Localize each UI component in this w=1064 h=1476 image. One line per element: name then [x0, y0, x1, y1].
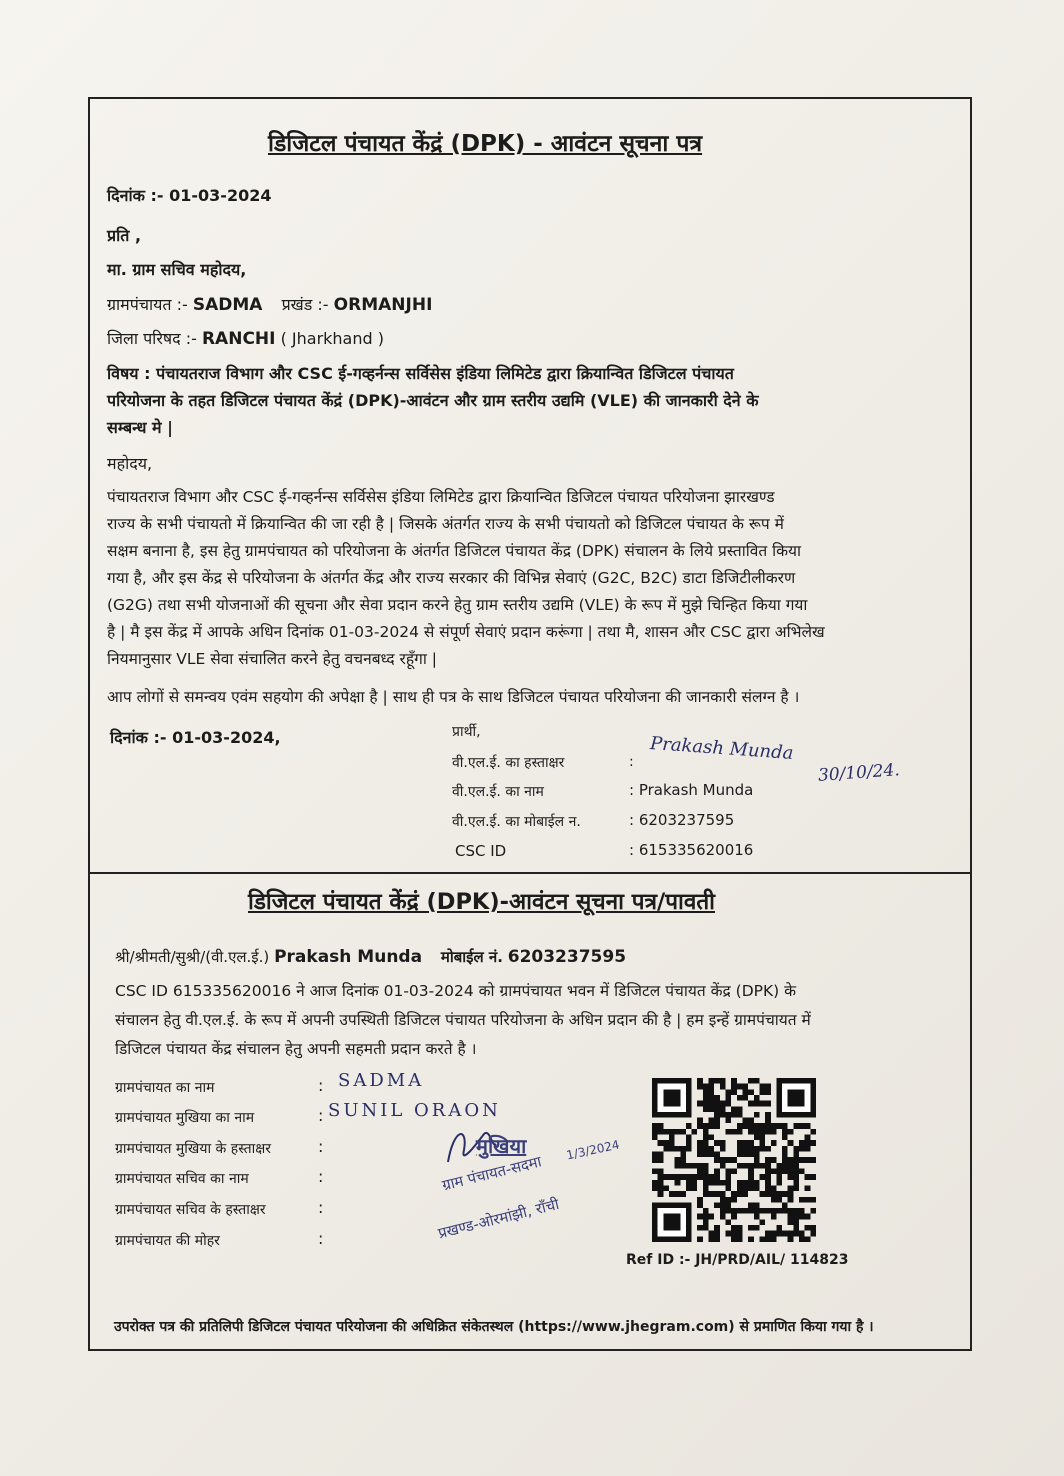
- receipt-line: CSC ID 615335620016 ने आज दिनांक 01-03-2024 को ग्रामपंचायत भवन में डिजिटल पंचायत केंद्र (DPK) के: [115, 982, 797, 1000]
- form-label: ग्रामपंचायत का नाम: [115, 1080, 215, 1096]
- form-label: ग्रामपंचायत सचिव के हस्ताक्षर: [115, 1202, 266, 1218]
- csc-id-label: CSC ID: [455, 842, 507, 860]
- stamp-mukhiya: मुखिया: [476, 1134, 527, 1158]
- form-label: ग्रामपंचायत मुखिया का नाम: [115, 1110, 255, 1126]
- footer-note: उपरोक्त पत्र की प्रतिलिपी डिजिटल पंचायत परियोजना की अधिक्रित संकेतस्थल (https://www.jhegram.com) से प्रमाणित किया गया है ।: [114, 1319, 874, 1335]
- signature-date: 30/10/24.: [817, 760, 901, 786]
- vle-sign-colon: :: [629, 754, 634, 770]
- body-line: है | मै इस केंद्र में आपके अधिन दिनांक 01-03-2024 से संपूर्ण सेवाएं प्रदान करूंगा | तथा मै, शासन और CSC द्वारा अभिलेख: [107, 623, 825, 641]
- form-label: ग्रामपंचायत सचिव का नाम: [115, 1171, 249, 1187]
- vle-mobile-value: : 6203237595: [629, 811, 735, 829]
- prakhand-label: प्रखंड :-: [281, 295, 329, 314]
- prakhand-value: ORMANJHI: [333, 295, 433, 315]
- date-line: दिनांक :- 01-03-2024: [107, 186, 272, 205]
- csc-id-value: : 615335620016: [629, 841, 754, 859]
- vle-signature: Prakash Munda: [649, 733, 795, 764]
- subject-line: विषय : पंचायतराज विभाग और CSC ई-गव्हर्नन्स सर्विसेस इंडिया लिमिटेड द्वारा क्रियान्वित डिजिटल पंचायत: [107, 364, 734, 383]
- subject-block: [107, 360, 957, 441]
- zila-line: [107, 329, 384, 349]
- body-line: (G2G) तथा सभी योजनाओं की सूचना और सेवा प्रदान करने हेतु ग्राम स्तरीय उद्यमि (VLE) के रूप में मुझे चिन्हित किया गया: [107, 596, 808, 614]
- mobile-value: 6203237595: [507, 947, 627, 967]
- receipt-line: संचालन हेतु वी.एल.ई. के रूप में अपनी उपस्थिती डिजिटल पंचायत परियोजना के अधिन प्रदान की है | हम इन्हें ग्रामपंचायत में: [115, 1011, 811, 1029]
- form-label: ग्रामपंचायत की मोहर: [115, 1233, 220, 1249]
- body-line: गया है, और इस केंद्र से परियोजना के अंतर्गत केंद्र और राज्य सरकार की विभिन्न सेवाएं (G2C, B2C) डाटा डिजिटीलीकरण: [107, 569, 796, 587]
- vle-name-label: वी.एल.ई. का नाम: [452, 784, 544, 800]
- receipt-line: डिजिटल पंचायत केंद्र संचालन हेतु अपनी सहमती प्रदान करते है ।: [115, 1040, 477, 1058]
- body-line: पंचायतराज विभाग और CSC ई-गव्हर्नन्स सर्विसेस इंडिया लिमिटेड द्वारा क्रियान्वित डिजिटल पंचायत परियोजना झारखण्ड: [107, 488, 775, 506]
- body-line: राज्य के सभी पंचायतो में क्रियान्वित की जा रही है | जिसके अंतर्गत राज्य के सभी पंचायतो को डिजिटल पंचायत के रूप में: [107, 515, 784, 533]
- gram-panchayat-value: SADMA: [192, 295, 263, 315]
- prati-text: प्रति ,: [107, 226, 142, 245]
- salutation: महोदय,: [107, 454, 153, 473]
- gram-panchayat-line: [107, 295, 432, 315]
- handwritten-mukhiya-name: SUNIL ORAON: [328, 1100, 501, 1121]
- form-label: ग्रामपंचायत मुखिया के हस्ताक्षर: [115, 1141, 272, 1157]
- section-divider: [88, 872, 972, 874]
- stamp-prakhand: प्रखण्ड-ओरमांझी, राँची: [436, 1194, 561, 1243]
- vle-name-line: [115, 947, 626, 967]
- stamp-date: 1/3/2024: [565, 1137, 621, 1163]
- receipt-title: डिजिटल पंचायत केंद्रं (DPK)-आवंटन सूचना पत्र/पावती: [248, 889, 715, 915]
- subject-line: सम्बन्ध मे |: [107, 418, 173, 437]
- form-colon: :: [318, 1229, 324, 1248]
- shri-prefix: श्री/श्रीमती/सुश्री/(वी.एल.ई.): [115, 948, 270, 966]
- body-line: सक्षम बनाना है, इस हेतु ग्रामपंचायत को परियोजना के अंतर्गत डिजिटल पंचायत केंद्र (DPK) संचालन के लिये प्रस्तावित किया: [107, 542, 802, 560]
- vle-name-value: : Prakash Munda: [629, 781, 754, 799]
- mobile-label: मोबाईल नं.: [440, 948, 503, 966]
- stamp-panchayat: ग्राम पंचायत-सदमा: [440, 1152, 544, 1195]
- form-colon: :: [318, 1076, 324, 1095]
- date-line-2: दिनांक :- 01-03-2024,: [110, 728, 281, 747]
- vle-mobile-label: वी.एल.ई. का मोबाईल न.: [452, 814, 581, 830]
- receipt-paragraph: [115, 977, 945, 1064]
- ref-id: Ref ID :- JH/PRD/AIL/ 114823: [626, 1252, 849, 1268]
- receipt-vle-name: Prakash Munda: [274, 947, 423, 967]
- body-line: नियमानुसार VLE सेवा संचालित करने हेतु वचनबध्द रहूँगा |: [107, 650, 437, 668]
- gram-panchayat-label: ग्रामपंचायत :-: [107, 295, 188, 314]
- letter-title: डिजिटल पंचायत केंद्रं (DPK) - आवंटन सूचना पत्र: [268, 131, 703, 157]
- zila-state: ( Jharkhand ): [280, 329, 384, 348]
- subject-line: परियोजना के तहत डिजिटल पंचायत केंद्रं (DPK)-आवंटन और ग्राम स्तरीय उद्यमि (VLE) की जानकारी देने के: [107, 391, 759, 410]
- vle-sign-label: वी.एल.ई. का हस्ताक्षर: [452, 755, 565, 771]
- form-colon: :: [318, 1198, 324, 1217]
- handwritten-panchayat-name: SADMA: [338, 1070, 425, 1091]
- body-paragraph: [107, 484, 957, 673]
- form-colon: :: [318, 1106, 324, 1125]
- cooperation-line: आप लोगों से समन्वय एवंम सहयोग की अपेक्षा है | साथ ही पत्र के साथ डिजिटल पंचायत परियोजना की जानकारी संलग्न है ।: [107, 688, 800, 706]
- form-colon: :: [318, 1137, 324, 1156]
- qr-code-icon: [652, 1078, 816, 1242]
- form-colon: :: [318, 1167, 324, 1186]
- prarthi: प्रार्थी,: [452, 724, 481, 740]
- zila-label: जिला परिषद :-: [107, 329, 197, 348]
- addressee: मा. ग्राम सचिव महोदय,: [107, 260, 247, 279]
- zila-value: RANCHI: [201, 329, 276, 349]
